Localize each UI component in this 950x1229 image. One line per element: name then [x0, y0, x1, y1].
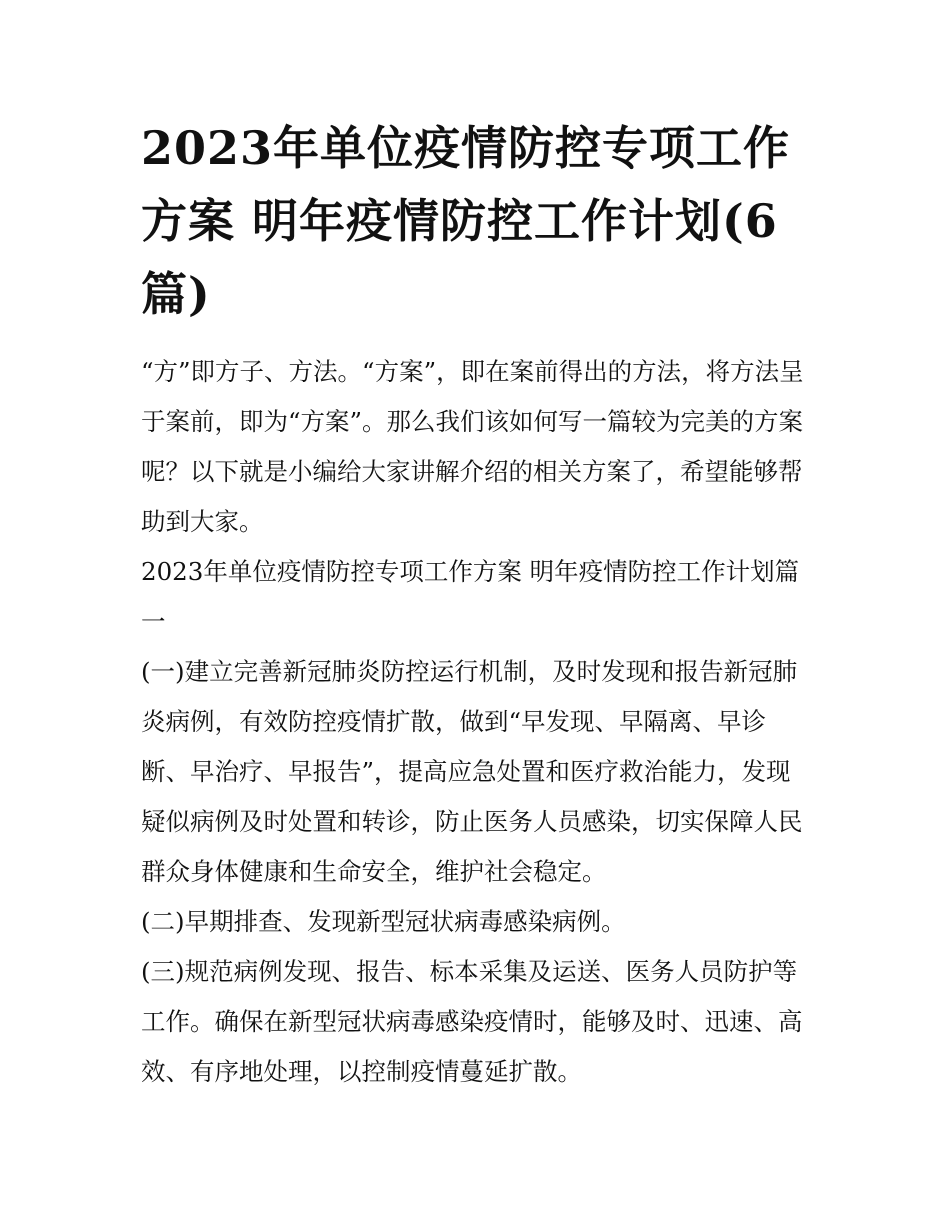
item-2-paragraph — [141, 897, 813, 947]
intro-paragraph — [141, 347, 813, 547]
item-3-line: 效、有序地处理，以控制疫情蔓延扩散。 — [141, 1057, 582, 1086]
section-heading — [141, 547, 813, 647]
intro-line: 助到大家。 — [141, 507, 264, 536]
item-3-paragraph — [141, 947, 813, 1097]
intro-line: 呢？以下就是小编给大家讲解介绍的相关方案了，希望能够帮 — [141, 457, 803, 486]
item-1-line: 炎病例，有效防控疫情扩散，做到“早发现、早隔离、早诊 — [141, 707, 767, 736]
item-1-line: 断、早治疗、早报告”，提高应急处置和医疗救治能力，发现 — [141, 757, 791, 786]
item-3-line: 工作。确保在新型冠状病毒感染疫情时，能够及时、迅速、高 — [141, 1007, 803, 1036]
document-page — [141, 112, 813, 1097]
intro-line: “方”即方子、方法。“方案”，即在案前得出的方法，将方法呈 — [141, 357, 804, 386]
item-2-line: (二)早期排查、发现新型冠状病毒感染病例。 — [141, 907, 626, 936]
title-line: 篇) — [141, 267, 211, 321]
item-1-line: 群众身体健康和生命安全，维护社会稳定。 — [141, 857, 607, 886]
item-3-line: (三)规范病例发现、报告、标本采集及运送、医务人员防护等 — [141, 957, 798, 986]
title-line: 方案 明年疫情防控工作计划(6 — [141, 194, 778, 248]
intro-line: 于案前，即为“方案”。那么我们该如何写一篇较为完美的方案 — [141, 407, 804, 436]
section-heading-line: 2023年单位疫情防控专项工作方案 明年疫情防控工作计划篇 — [141, 557, 800, 586]
item-1-line: (一)建立完善新冠肺炎防控运行机制，及时发现和报告新冠肺 — [141, 657, 798, 686]
section-heading-line: 一 — [141, 607, 166, 636]
item-1-line: 疑似病例及时处置和转诊，防止医务人员感染，切实保障人民 — [141, 807, 803, 836]
title-line: 2023年单位疫情防控专项工作 — [141, 121, 791, 175]
item-1-paragraph — [141, 647, 813, 897]
document-title — [141, 112, 813, 331]
